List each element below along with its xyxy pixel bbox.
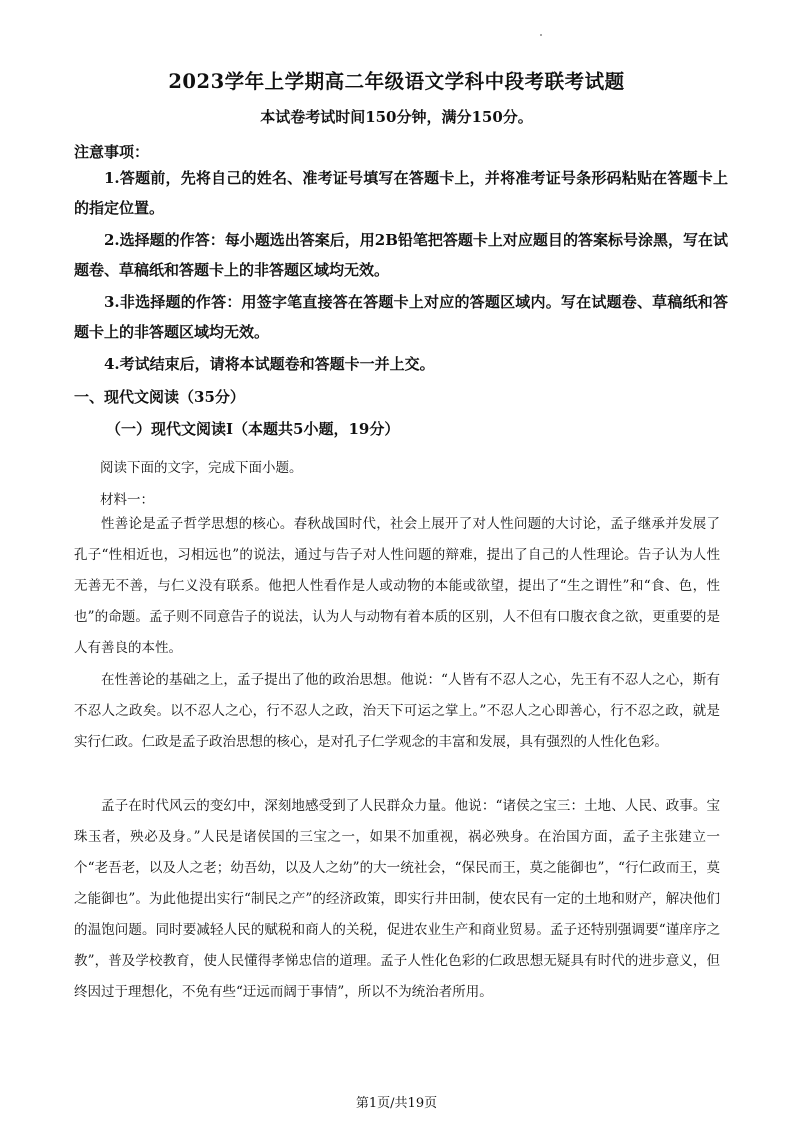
notice-item: 3.非选择题的作答：用签字笔直接答在答题卡上对应的答题区域内。写在试题卷、草稿纸和答题卡上的非答题区域均无效。 (74, 293, 728, 341)
reading-instruction: 阅读下面的文字，完成下面小题。 (100, 460, 303, 476)
passage-paragraph: 在性善论的基础之上，孟子提出了他的政治思想。他说：“人皆有不忍人之心，先王有不忍人之心，斯有不忍人之政矣。以不忍人之心，行不忍人之政，治天下可运之掌上。”不忍人之心即善心，行不忍之政，就是实行仁政。仁政是孟子政治思想的核心，是对孔子仁学观念的丰富和发展，具有强烈的人性化色彩。 (74, 672, 720, 750)
material-label: 材料一： (100, 492, 154, 508)
subsection-heading: （一）现代文阅读Ⅰ（本题共5小题，19分） (106, 420, 400, 438)
notice-item: 1.答题前，先将自己的姓名、准考证号填写在答题卡上，并将准考证号条形码粘贴在答题卡上的指定位置。 (74, 169, 728, 217)
scan-speck (540, 34, 542, 36)
notice-heading: 注意事项： (74, 143, 150, 161)
section-heading: 一、现代文阅读（35分） (74, 388, 245, 406)
passage-paragraph: 性善论是孟子哲学思想的核心。春秋战国时代，社会上展开了对人性问题的大讨论，孟子继承并发展了孔子“性相近也，习相远也”的说法，通过与告子对人性问题的辩难，提出了自己的人性理论。告子认为人性无善无不善，与仁义没有联系。他把人性看作是人或动物的本能或欲望，提出了“生之谓性”和“食、色，性也”的命题。孟子则不同意告子的说法，认为人与动物有着本质的区别，人不但有口腹衣食之欲，更重要的是人有善良的本性。 (74, 516, 720, 656)
notice-item: 4.考试结束后，请将本试题卷和答题卡一并上交。 (104, 355, 435, 373)
exam-duration-note: 本试卷考试时间150分钟，满分150分。 (260, 108, 533, 126)
passage-paragraph: 孟子在时代风云的变幻中，深刻地感受到了人民群众力量。他说：“诸侯之宝三：土地、人民、政事。宝珠玉者，殃必及身。”人民是诸侯国的三宝之一，如果不加重视，祸必殃身。在治国方面，孟子主张建立一个“老吾老，以及人之老；幼吾幼，以及人之幼”的大一统社会，“保民而王，莫之能御也”，“行仁政而王，莫之能御也”。为此他提出实行“制民之产”的经济政策，即实行井田制，使农民有一定的土地和财产，解决他们的温饱问题。同时要减轻人民的赋税和商人的关税，促进农业生产和商业贸易。孟子还特别强调要“谨庠序之教”，普及学校教育，使人民懂得孝悌忠信的道理。孟子人性化色彩的仁政思想无疑具有时代的进步意义，但终因过于理想化，不免有些“迂远而阔于事情”，所以不为统治者所用。 (74, 798, 720, 1000)
page-number: 第1页/共19页 (355, 1096, 438, 1111)
page-title: 2023学年上学期高二年级语文学科中段考联考试题 (168, 70, 625, 93)
notice-item: 2.选择题的作答：每小题选出答案后，用2B铅笔把答题卡上对应题目的答案标号涂黑，写在试题卷、草稿纸和答题卡上的非答题区域均无效。 (74, 231, 728, 279)
